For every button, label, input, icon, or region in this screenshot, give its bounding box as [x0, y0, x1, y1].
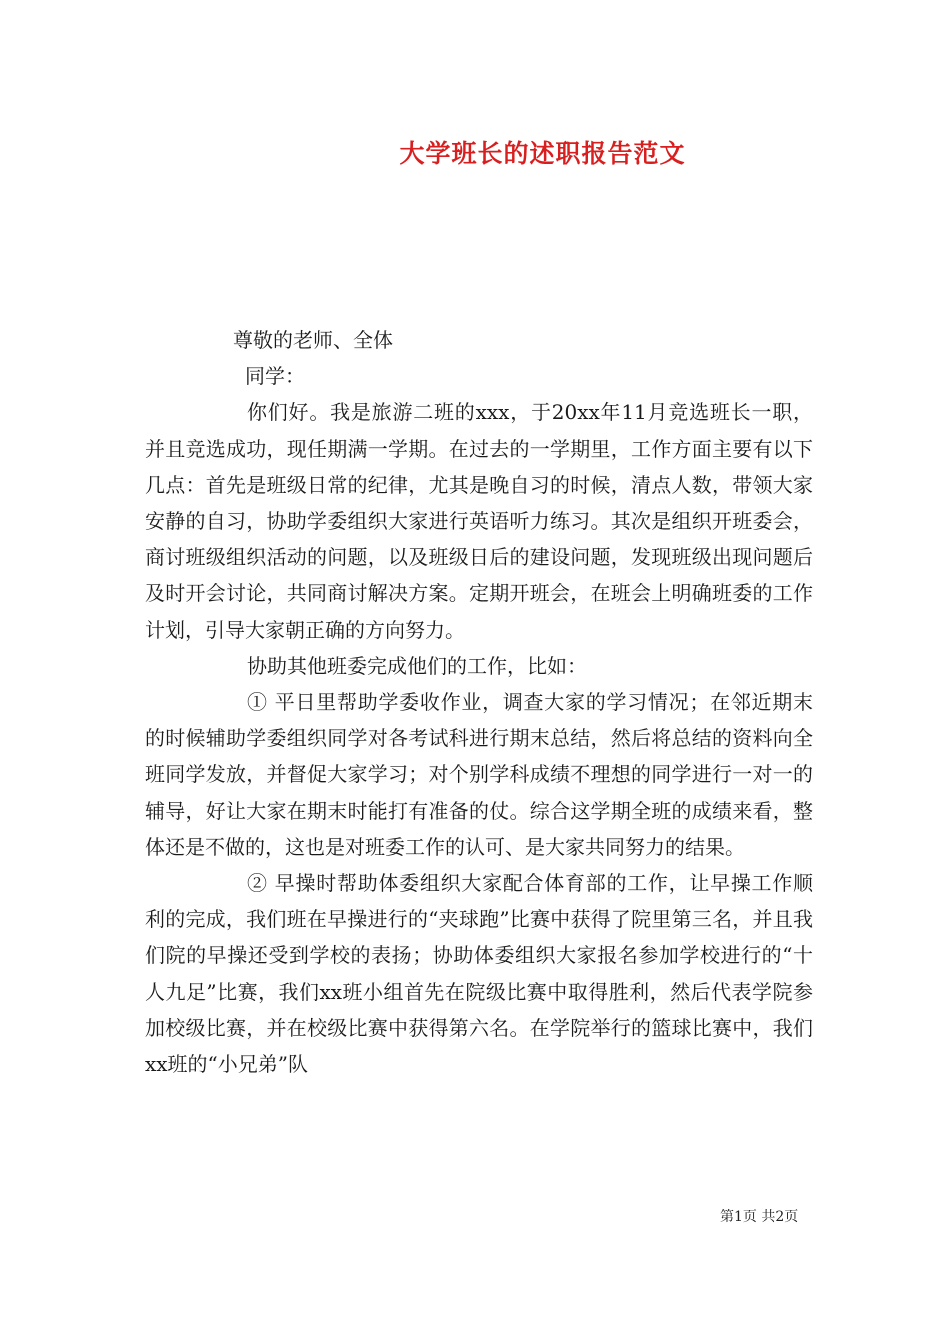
paragraph-item-2: ② 早操时帮助体委组织大家配合体育部的工作，让早操工作顺利的完成，我们班在早操进行的“夹球跑”比赛中获得了院里第三名，并且我们院的早操还受到学校的表扬；协助体委组织大家报名参加学校进行的“十人九足”比赛，我们xx班小组首先在院级比赛中取得胜利，然后代表学院参加校级比赛，并在校级比赛中获得第六名。在学院举行的篮球比赛中，我们xx班的“小兄弟”队: [145, 871, 813, 1077]
document-title: 大学班长的述职报告范文: [399, 139, 686, 168]
page-number: 第1页 共2页: [720, 1209, 799, 1225]
document-body: [145, 322, 813, 1082]
salutation-line-2: 同学：: [245, 364, 305, 389]
salutation-line-1: 尊敬的老师、全体: [233, 328, 393, 352]
paragraph-assist-heading: 协助其他班委完成他们的工作，比如：: [247, 653, 587, 678]
paragraph-intro: 你们好。我是旅游二班的xxx，于20xx年11月竞选班长一职，并且竞选成功，现任期满一学期。在过去的一学期里，工作方面主要有以下几点：首先是班级日常的纪律，尤其是晚自习的时候，清点人数，带领大家安静的自习，协助学委组织大家进行英语听力练习。其次是组织开班委会，商讨班级组织活动的问题，以及班级日后的建设问题，发现班级出现问题后及时开会讨论，共同商讨解决方案。定期开班会，在班会上明确班委的工作计划，引导大家朝正确的方向努力。: [145, 400, 813, 642]
paragraph-item-1: ① 平日里帮助学委收作业，调查大家的学习情况；在邻近期末的时候辅助学委组织同学对各考试科进行期末总结，然后将总结的资料向全班同学发放，并督促大家学习；对个别学科成绩不理想的同学进行一对一的辅导，好让大家在期末时能打有准备的仗。综合这学期全班的成绩来看，整体还是不做的，这也是对班委工作的认可、是大家共同努力的结果。: [145, 690, 813, 859]
